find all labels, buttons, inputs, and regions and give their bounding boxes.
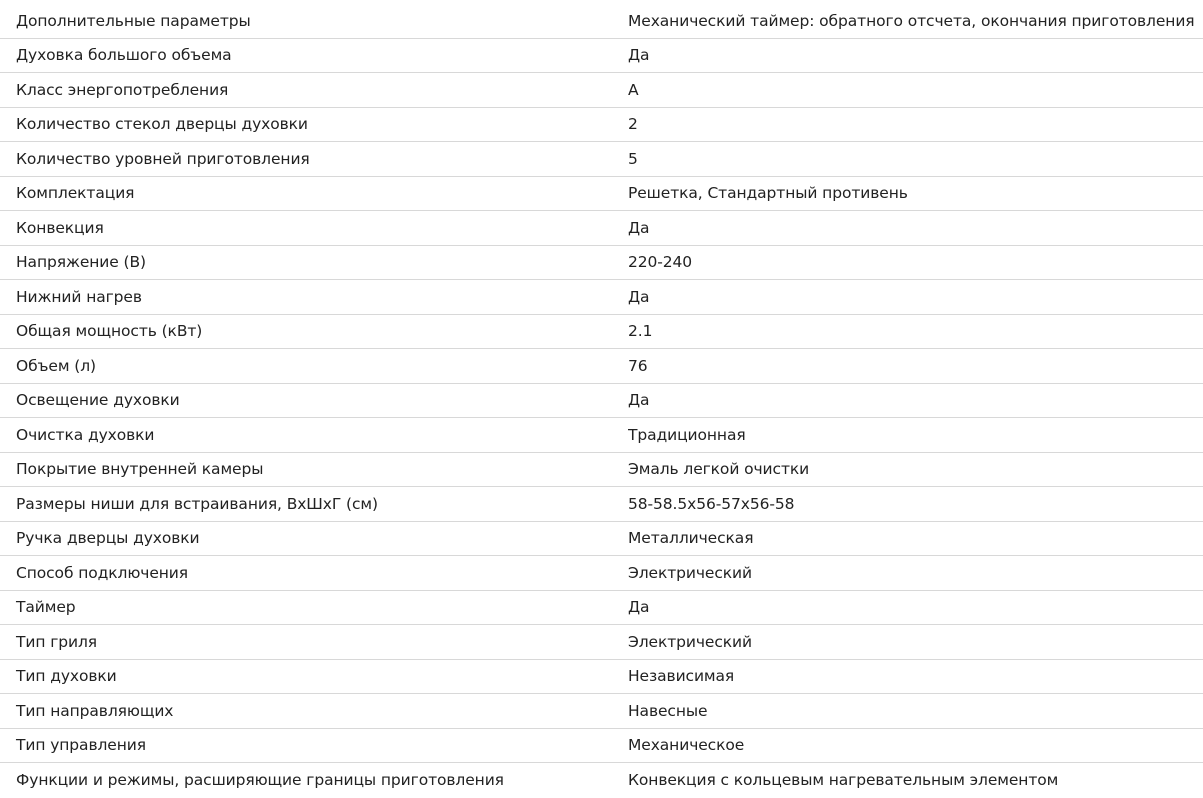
spec-row — [0, 763, 1203, 798]
spec-value: Электрический — [628, 563, 752, 582]
spec-value: 2 — [628, 115, 638, 134]
spec-value: Механический таймер: обратного отсчета, окончания приготовления — [628, 11, 1195, 30]
spec-row — [0, 729, 1203, 764]
spec-row — [0, 660, 1203, 695]
spec-value: Конвекция с кольцевым нагревательным элементом — [628, 771, 1059, 790]
spec-label: Тип гриля — [16, 632, 97, 651]
spec-value: Да — [628, 391, 650, 410]
spec-row — [0, 384, 1203, 419]
spec-label: Тип духовки — [16, 667, 117, 686]
spec-label: Покрытие внутренней камеры — [16, 460, 264, 479]
spec-label: Очистка духовки — [16, 425, 155, 444]
specs-table — [0, 4, 1203, 798]
spec-label: Количество стекол дверцы духовки — [16, 115, 308, 134]
spec-row — [0, 625, 1203, 660]
spec-value: Металлическая — [628, 529, 754, 548]
spec-label: Дополнительные параметры — [16, 11, 251, 30]
spec-row — [0, 280, 1203, 315]
spec-value: Да — [628, 287, 650, 306]
spec-label: Таймер — [16, 598, 76, 617]
spec-label: Размеры ниши для встраивания, ВхШхГ (см) — [16, 494, 378, 513]
spec-row — [0, 211, 1203, 246]
spec-label: Напряжение (В) — [16, 253, 146, 272]
spec-label: Освещение духовки — [16, 391, 180, 410]
spec-value: Навесные — [628, 701, 708, 720]
spec-row — [0, 487, 1203, 522]
spec-value: 220-240 — [628, 253, 693, 272]
spec-value: Да — [628, 218, 650, 237]
spec-row — [0, 453, 1203, 488]
spec-label: Конвекция — [16, 218, 104, 237]
spec-label: Функции и режимы, расширяющие границы приготовления — [16, 771, 504, 790]
spec-label: Нижний нагрев — [16, 287, 142, 306]
spec-value: 5 — [628, 149, 638, 168]
spec-value: 2.1 — [628, 322, 653, 341]
spec-row — [0, 142, 1203, 177]
spec-row — [0, 349, 1203, 384]
spec-label: Тип направляющих — [16, 701, 174, 720]
spec-row — [0, 108, 1203, 143]
spec-row — [0, 522, 1203, 557]
spec-label: Класс энергопотребления — [16, 80, 229, 99]
spec-value: Независимая — [628, 667, 735, 686]
spec-value: Решетка, Стандартный противень — [628, 184, 908, 203]
spec-row — [0, 315, 1203, 350]
spec-label: Комплектация — [16, 184, 135, 203]
spec-row — [0, 177, 1203, 212]
spec-label: Духовка большого объема — [16, 46, 232, 65]
spec-value: A — [628, 80, 639, 99]
spec-row — [0, 39, 1203, 74]
spec-row — [0, 694, 1203, 729]
spec-label: Тип управления — [16, 736, 146, 755]
spec-value: Да — [628, 598, 650, 617]
spec-row — [0, 246, 1203, 281]
spec-row — [0, 591, 1203, 626]
spec-value: 76 — [628, 356, 648, 375]
spec-value: Да — [628, 46, 650, 65]
spec-row — [0, 556, 1203, 591]
spec-value: Электрический — [628, 632, 752, 651]
spec-label: Количество уровней приготовления — [16, 149, 310, 168]
spec-value: Механическое — [628, 736, 745, 755]
spec-label: Ручка дверцы духовки — [16, 529, 200, 548]
spec-row — [0, 73, 1203, 108]
spec-value: Традиционная — [628, 425, 746, 444]
spec-row — [0, 418, 1203, 453]
spec-label: Способ подключения — [16, 563, 189, 582]
spec-label: Объем (л) — [16, 356, 96, 375]
spec-value: 58-58.5x56-57x56-58 — [628, 494, 795, 513]
spec-label: Общая мощность (кВт) — [16, 322, 203, 341]
spec-row — [0, 4, 1203, 39]
spec-value: Эмаль легкой очистки — [628, 460, 810, 479]
